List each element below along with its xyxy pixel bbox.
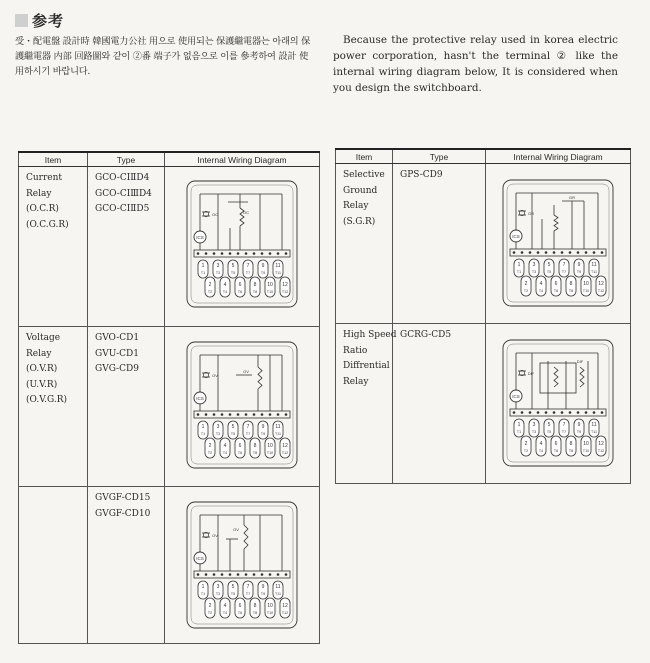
diagram-label: 2	[208, 603, 212, 609]
diagram-label: ICS	[196, 556, 204, 561]
terminal-pin	[245, 413, 248, 416]
relay-coil	[258, 367, 262, 389]
diagram-label: T4	[222, 451, 228, 455]
diagram-label: T2	[207, 290, 213, 294]
diagram-label: 11	[591, 422, 597, 428]
terminal-pin	[245, 573, 248, 576]
diagram-label: 10	[267, 282, 273, 288]
terminal-pin	[229, 252, 232, 255]
terminal-strip	[510, 249, 606, 256]
diagram-label: 5	[231, 424, 235, 430]
terminal-pin	[277, 413, 280, 416]
diagram-label: 9	[261, 263, 265, 269]
diagram-label: 11	[591, 262, 597, 268]
terminal-strip	[194, 250, 290, 257]
terminal-pin	[529, 251, 532, 254]
terminal-pin	[601, 251, 604, 254]
diagram-label: T4	[222, 611, 228, 615]
diagram-label: T2	[207, 451, 213, 455]
diagram-label: 8	[569, 441, 573, 447]
diagram-label: OV	[243, 369, 249, 374]
diagram-label: OV	[212, 533, 218, 538]
diagram-label: T10	[266, 611, 274, 615]
diagram-label: 11	[275, 263, 281, 269]
diagram-label: T1	[200, 432, 206, 436]
terminal-pin	[513, 411, 516, 414]
terminal-pin	[213, 413, 216, 416]
terminal-pin	[537, 411, 540, 414]
terminal-pin	[529, 411, 532, 414]
wiring-diagram	[186, 180, 298, 308]
terminal-pin	[197, 252, 200, 255]
diagram-label: DIF	[527, 371, 535, 376]
terminal-pin	[537, 251, 540, 254]
terminal-pin	[237, 252, 240, 255]
diagram-label: 6	[554, 441, 558, 447]
terminal-pin	[545, 411, 548, 414]
terminal-pin	[253, 252, 256, 255]
diagram-label: T4	[538, 289, 544, 293]
diagram-label: T8	[568, 449, 574, 453]
diagram-label: 9	[577, 422, 581, 428]
diagram-label: 2	[524, 281, 528, 287]
diagram-label: 3	[216, 584, 220, 590]
diagram-label: T5	[546, 430, 552, 434]
diagram-label: T6	[553, 449, 559, 453]
terminal-pin	[221, 413, 224, 416]
type-line: GCO-CⅠⅡD4	[95, 173, 150, 183]
diagram-label: T3	[215, 271, 221, 275]
diagram-label: T2	[207, 611, 213, 615]
diagram-label: T11	[275, 432, 281, 436]
diagram-label: 11	[275, 424, 281, 430]
diagram-label: T10	[266, 290, 274, 294]
table-row	[19, 487, 320, 644]
diagram-label: 6	[554, 281, 558, 287]
right-relay-table	[335, 148, 631, 484]
terminal-pin	[561, 251, 564, 254]
item-line: Relay	[26, 188, 52, 199]
diagram-label: T7	[245, 592, 251, 596]
note-title: 参考	[32, 12, 65, 30]
terminal-pin	[237, 573, 240, 576]
terminal-pin	[253, 413, 256, 416]
terminal-strip	[510, 409, 606, 416]
note-korean-text: 受・配電盤 設計時 韓國電力公社 用으로 使用되는 保護繼電器는 아래의 保護繼電器 内部 回路圖와 같이 ②番 端子가 없음으로 이를 參考하여 設計 使用하시기 바랍니다.	[15, 36, 311, 77]
diagram-label: 4	[223, 282, 227, 288]
type-line: GPS-CD9	[400, 170, 443, 180]
diagram-label: 7	[562, 422, 566, 428]
diagram-label: 4	[539, 441, 543, 447]
diagram-label: T12	[281, 290, 289, 294]
terminal-pin	[553, 251, 556, 254]
terminal-pin	[197, 573, 200, 576]
wiring-diagram	[186, 341, 298, 469]
diagram-label: 4	[223, 443, 227, 449]
diagram-label: 5	[547, 422, 551, 428]
diagram-label: 11	[275, 584, 281, 590]
diagram-label: T8	[568, 289, 574, 293]
diagram-label: 3	[216, 424, 220, 430]
terminal-pin	[205, 252, 208, 255]
terminal-pin	[513, 251, 516, 254]
diagram-label: 12	[282, 443, 288, 449]
terminal-pin	[229, 573, 232, 576]
diagram-label: T9	[260, 432, 266, 436]
relay-coil	[580, 367, 584, 387]
diagram-label: 4	[539, 281, 543, 287]
item-line: Relay	[343, 376, 369, 387]
terminal-pin	[561, 411, 564, 414]
terminal-pin	[213, 573, 216, 576]
terminal-pin	[269, 252, 272, 255]
note-bullet-square	[15, 14, 28, 27]
type-line: GCO-CⅠⅢD4	[95, 188, 152, 199]
terminal-pin	[205, 413, 208, 416]
diagram-label: T8	[252, 290, 258, 294]
diagram-label: T11	[275, 592, 281, 596]
diagram-label: T1	[516, 430, 522, 434]
diagram-label: T1	[200, 271, 206, 275]
diagram-label: T4	[222, 290, 228, 294]
terminal-pin	[285, 413, 288, 416]
header-item: Item	[19, 152, 88, 167]
type-line: GCRG-CD5	[400, 330, 452, 340]
terminal-pin	[553, 411, 556, 414]
terminal-pin	[245, 252, 248, 255]
diagram-label: T7	[245, 432, 251, 436]
terminal-pin	[269, 413, 272, 416]
diagram-label: T8	[252, 451, 258, 455]
diagram-label: 10	[267, 443, 273, 449]
diagram-label: 2	[208, 282, 212, 288]
diagram-label: OV	[233, 527, 239, 532]
diagram-label: 1	[201, 424, 205, 430]
diagram-label: 8	[253, 603, 257, 609]
item-line: (O.C.R)	[26, 204, 59, 214]
diagram-label: 6	[238, 603, 242, 609]
type-cell	[88, 327, 164, 378]
diagram-label: T3	[531, 270, 537, 274]
diagram-label: T6	[237, 611, 243, 615]
diagram-label: 6	[238, 282, 242, 288]
relay-coil	[554, 215, 558, 231]
diagram-label: T5	[230, 432, 236, 436]
diagram-label: T10	[582, 449, 590, 453]
restraint-box	[540, 363, 576, 393]
terminal-pin	[237, 413, 240, 416]
item-cell	[336, 324, 397, 390]
item-cell	[336, 164, 392, 230]
type-line: GVGF-CD15	[95, 493, 151, 503]
diagram-label: GR	[569, 195, 575, 200]
terminal-strip	[194, 411, 290, 418]
diagram-label: 2	[524, 441, 528, 447]
diagram-label: 3	[532, 262, 536, 268]
type-cell	[88, 167, 164, 218]
diagram-label: T7	[245, 271, 251, 275]
diagram-label: 7	[562, 262, 566, 268]
diagram-label: T6	[237, 290, 243, 294]
terminal-pin	[577, 251, 580, 254]
terminal-pin	[221, 252, 224, 255]
diagram-label: T1	[200, 592, 206, 596]
diagram-label: 5	[231, 263, 235, 269]
diagram-label: 8	[253, 443, 257, 449]
diagram-label: T12	[597, 289, 605, 293]
diagram-label: T6	[553, 289, 559, 293]
diagram-label: OV	[212, 373, 218, 378]
diagram-label: 8	[253, 282, 257, 288]
terminal-pin	[521, 411, 524, 414]
diagram-label: DIF	[576, 359, 584, 364]
item-line: (U.V.R)	[26, 379, 58, 390]
terminal-pin	[593, 251, 596, 254]
diagram-label: 12	[598, 441, 604, 447]
terminal-pin	[285, 573, 288, 576]
diagram-label: T3	[215, 592, 221, 596]
item-line: (O.C.G.R)	[26, 219, 69, 230]
diagram-label: T7	[561, 430, 567, 434]
terminal-pin	[213, 252, 216, 255]
diagram-label: T9	[260, 271, 266, 275]
relay-coil	[554, 367, 558, 387]
diagram-label: T8	[252, 611, 258, 615]
item-line: (O.V.G.R)	[26, 395, 68, 405]
type-line: GVU-CD1	[95, 348, 139, 359]
header-diagram: Internal Wiring Diagram	[165, 152, 320, 167]
table-row	[336, 324, 631, 484]
diagram-label: T9	[260, 592, 266, 596]
relay-coil	[244, 525, 248, 549]
type-cell	[393, 164, 485, 184]
wiring-diagram	[502, 179, 614, 307]
terminal-pin	[277, 573, 280, 576]
item-cell	[19, 167, 87, 233]
diagram-label: 7	[246, 584, 250, 590]
terminal-pin	[261, 252, 264, 255]
item-line: (S.G.R)	[343, 216, 376, 227]
terminal-pin	[229, 413, 232, 416]
diagram-label: GR	[528, 211, 534, 216]
item-line: Current	[26, 173, 63, 183]
diagram-label: T2	[523, 449, 529, 453]
diagram-label: 2	[208, 443, 212, 449]
diagram-label: 9	[577, 262, 581, 268]
terminal-pin	[585, 411, 588, 414]
diagram-label: OC	[212, 212, 218, 217]
item-line: (O.V.R)	[26, 364, 58, 374]
diagram-label: ICS	[196, 235, 204, 240]
terminal-strip	[194, 571, 290, 578]
diagram-label: T7	[561, 270, 567, 274]
left-relay-table	[18, 151, 320, 644]
diagram-label: 9	[261, 584, 265, 590]
diagram-label: T3	[215, 432, 221, 436]
terminal-pin	[253, 573, 256, 576]
diagram-label: T9	[576, 270, 582, 274]
terminal-pin	[261, 573, 264, 576]
diagram-label: 5	[231, 584, 235, 590]
diagram-label: 12	[598, 281, 604, 287]
note-english-text: Because the protective relay used in korea electric power corporation, hasn't the terminal ② like the internal wiring diagram below, It is considered when you design the switchboard.	[333, 34, 618, 94]
header-item: Item	[336, 149, 393, 164]
terminal-pin	[569, 251, 572, 254]
item-line: High Speed	[343, 330, 397, 340]
item-cell	[19, 327, 87, 409]
item-line: Ratio	[343, 345, 368, 356]
diagram-label: 8	[569, 281, 573, 287]
terminal-pin	[601, 411, 604, 414]
terminal-pin	[569, 411, 572, 414]
diagram-label: 6	[238, 443, 242, 449]
diagram-label: T12	[281, 611, 289, 615]
diagram-label: 1	[517, 262, 521, 268]
header-diagram: Internal Wiring Diagram	[486, 149, 631, 164]
diagram-label: T5	[230, 592, 236, 596]
note-header	[15, 10, 64, 31]
type-line: GVO-CD1	[95, 333, 140, 343]
diagram-label: 9	[261, 424, 265, 430]
terminal-pin	[521, 251, 524, 254]
terminal-pin	[545, 251, 548, 254]
item-line: Diffrential	[343, 361, 390, 371]
type-cell	[88, 487, 164, 522]
diagram-label: T11	[275, 271, 281, 275]
type-line: GVGF-CD10	[95, 508, 151, 519]
diagram-label: 7	[246, 424, 250, 430]
diagram-label: 1	[517, 422, 521, 428]
terminal-pin	[221, 573, 224, 576]
diagram-label: ICS	[196, 396, 204, 401]
terminal-pin	[197, 413, 200, 416]
item-line: Ground	[343, 185, 378, 196]
diagram-label: ICS	[512, 394, 520, 399]
terminal-pin	[277, 252, 280, 255]
diagram-label: 10	[583, 281, 589, 287]
diagram-label: T4	[538, 449, 544, 453]
diagram-label: T3	[531, 430, 537, 434]
diagram-label: 7	[246, 263, 250, 269]
diagram-label: 10	[267, 603, 273, 609]
diagram-label: T1	[516, 270, 522, 274]
diagram-label: T10	[582, 289, 590, 293]
terminal-pin	[577, 411, 580, 414]
diagram-label: T11	[591, 430, 597, 434]
wiring-diagram	[502, 339, 614, 467]
item-line: Voltage	[26, 333, 61, 343]
terminal-pin	[285, 252, 288, 255]
item-line: Relay	[26, 348, 52, 359]
item-line: Relay	[343, 201, 369, 211]
diagram-label: T9	[576, 430, 582, 434]
diagram-label: 12	[282, 603, 288, 609]
terminal-pin	[593, 411, 596, 414]
terminal-pin	[585, 251, 588, 254]
diagram-label: T11	[591, 270, 597, 274]
diagram-label: 1	[201, 584, 205, 590]
diagram-label: 1	[201, 263, 205, 269]
terminal-pin	[269, 573, 272, 576]
table-row	[19, 167, 320, 327]
diagram-label: T2	[523, 289, 529, 293]
diagram-label: 10	[583, 441, 589, 447]
diagram-label: T10	[266, 451, 274, 455]
diagram-label: 5	[547, 262, 551, 268]
diagram-label: ICS	[512, 234, 520, 239]
terminal-pin	[261, 413, 264, 416]
header-type: Type	[393, 149, 486, 164]
diagram-label: T5	[230, 271, 236, 275]
diagram-label: 12	[282, 282, 288, 288]
terminal-pin	[205, 573, 208, 576]
diagram-label: 3	[216, 263, 220, 269]
type-line: GCO-CⅠⅡD5	[95, 204, 150, 214]
diagram-label: OC	[243, 210, 249, 215]
diagram-label: T12	[597, 449, 605, 453]
diagram-label: 3	[532, 422, 536, 428]
diagram-label: T12	[281, 451, 289, 455]
diagram-label: 4	[223, 603, 227, 609]
table-row	[336, 164, 631, 324]
type-line: GVG-CD9	[95, 364, 139, 374]
diagram-label: T6	[237, 451, 243, 455]
item-line: Selective	[343, 170, 385, 180]
wiring-diagram	[186, 501, 298, 629]
table-row	[19, 327, 320, 487]
diagram-label: T5	[546, 270, 552, 274]
header-type: Type	[88, 152, 165, 167]
type-cell	[393, 324, 485, 344]
